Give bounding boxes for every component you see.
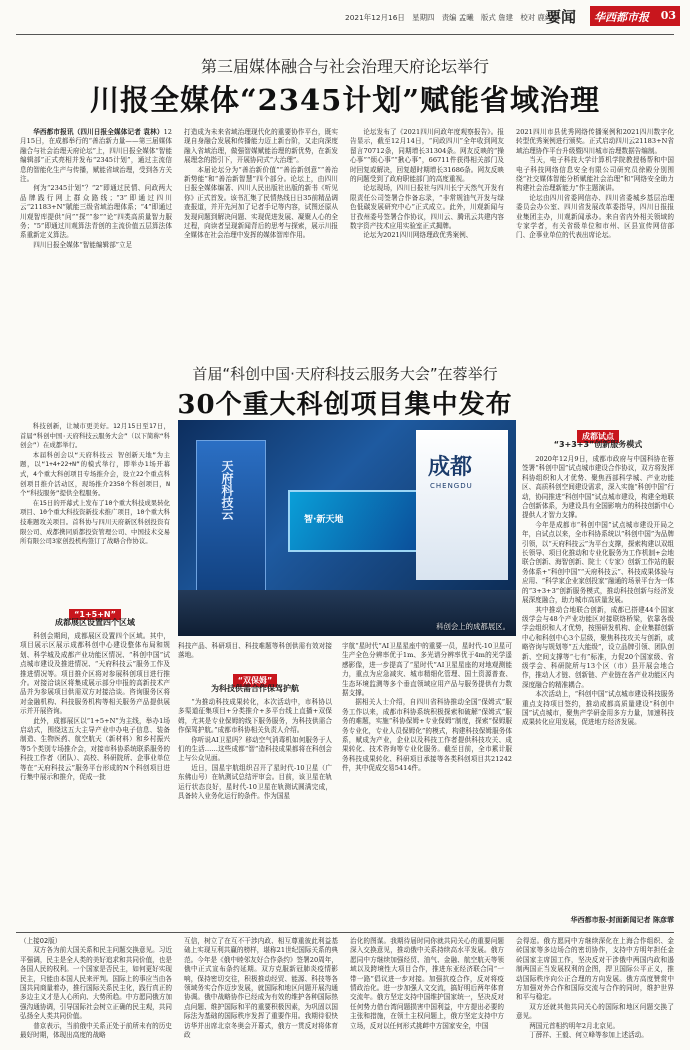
sec3-subhead: “3+3+3”创新服务模式 — [553, 440, 643, 449]
article2-headline: 30个重大科创项目集中发布 — [177, 390, 513, 420]
photo-booth-sign: 成都 — [428, 454, 473, 480]
exhibition-photo — [178, 420, 516, 636]
article1-lead-credit: 华西都市报讯（四川日报全媒体记者 袁林） — [33, 128, 164, 136]
sec3-byline: 华西都市报-封面新闻记者 陈彦霏 — [570, 916, 674, 924]
article3-continued: （上接02版） — [20, 937, 62, 945]
sec3-p1: 2020年12月9日，成都市政府与中国科协在蓉签署“科创中国”试点城市建设合作协议，双方将发挥科协组织和人才优势、聚焦西部科学城、产业功能区、高质科创空间建设需求，深入实施“科创中国”行动，协同推进“科创中国”试点城市建设，构建全地联合创新体系，为建设具有全国影响力的科技创新中心提供人才智力支撑。 — [522, 455, 674, 520]
article1-p1: 12月15日，在成都举行的“善治新力量——第三届媒体融合与社会治理天府论坛”上，四川日报全媒体“智能编辑部”正式亮相并发布“2345计划”，通过主流信息的智能化生产与传播，赋能省域治理，受到各方关注。 — [20, 128, 172, 184]
article2-col3-p2: 据相关人士介绍，自四川省科协推动全国“保姆式”服务工作以来，成都市科协系统积极探索和破解“保姆式”服务的难题，实施“科协保姆+专业保姆”制度，探索“保姆服务专业化，专业人员保姆化”的模式，构建科技保姆服务体系，赋成为产业，企业以及科技工作者提供科技攻关、成果转化、技术咨询等专业化服务。截至目前，全市累计服务科技成果转化、科研项目承接等各类科创项目共21242件，其中促成交易5414件。 — [342, 698, 512, 773]
article1-p9: 2021四川市县优秀网络传播案例和2021四川数字化转型优秀案例进行颁奖。正式启动四川云21183+N省域治理协作平台升级暨四川城市治理数据告编制。 — [516, 128, 674, 155]
article1-p5: 本届论坛分为“善治新价值”“善治新创意”“善治新势能”和“善治新智慧”四个部分。论坛上，由四川日报全媒体编著、四川人民出版社出版的新书《听见你》正式首发。该书汇集了民情热线日日35前精品调查报道，并开先河加了记者手记等内容，试图还原从发现问题到解决问题、实现促进发展、凝聚人心的全过程，向读者呈现新闻背后的思考与探索，展示川报全媒体在社会治理中发挥的媒体智库作用。 — [184, 165, 338, 240]
article1-headline: 川报全媒体“2345计划”赋能省域治理 — [89, 83, 601, 117]
article1-col1 — [20, 128, 172, 356]
article1-col3 — [350, 128, 504, 356]
article3-col3 — [350, 937, 504, 1045]
sec3-body — [522, 455, 674, 913]
paper-name: 华西都市报 — [594, 11, 649, 24]
photo-screen-text: 智·新天地 — [304, 515, 344, 525]
sec3-p4: 本次活动上，“科创中国”试点城市建设科技服务重点支持项目签约，推动成都高质量建设“科创中国”试点城市，聚焦产学研金用多方力量，加速科技成果转化应用发展，促进地方经济发展。 — [522, 690, 674, 727]
article3-p6: 双方还就其他共同关心的国际和地区问题交换了意见。 — [516, 1002, 674, 1021]
article3-p1: 双方各为前大国关系和民主问题交换意见。习近平强调，民主是全人类的美好追求和共同价值，也是各国人民的权利。一个国家是否民主，如何更好实现民主，只能由本国人民来评判。国际上的事应当由各国共同商量着办，推行国际关系民主化，践行真正的多边主义才是人心所向、大势所趋。中方愿同俄方加强沟通协调，引导国际社会树立正确的民主观，共同弘扬全人类共同价值。 — [20, 946, 172, 1021]
article3-p4: 治化的图谋。我期待届时同你就共同关心的重要问题深入交换意见，推动俄中关系持续高水平发展。俄方愿同中方继续加强经贸、油气、金融、航空航天等领域以及跨境性大项目合作，推进东亚经济联合同“一带一路”倡议进一步对接。加强抗疫合作，反对将疫情政治化。进一步加强人文交流，搞好明后两年体育交流年。俄方坚定支持中国维护国家统一，坚决反对任何势力借台湾问题损害中国利益，中方提出必要的主张和措施，在领土主权问题上，俄方坚定支持中方立场，反对以任何形式挑衅中方国家安全，中国 — [350, 937, 504, 1030]
sec1-p1: 科创会期间，成都展区设置四个区域。其中，项目展示区展示成都科创中心建设整体布局和规划、科学城及成都产业功能区情况、“科创中国”试点城市建设及推进情况、“天府科技云”服务工作及推进情况等。项目推介区将对参展科创项目进行推介。对接洽谈区将集成展示部分申报的高新技术产品并为参展项目供需双方对接洽谈。咨询服务区将对金融机构、科技服务机构等相关服务产品提供展示并开展咨询。 — [20, 632, 170, 716]
article1-p7: 论坛现场，四川日报社与四川长宁天然气开发有限责任公司签署合作备忘录，“非常规油气开发与绿色低碳发展研究中心”正式成立。此外，川观新闻与甘孜州委号签署合作协议，四川云、腾讯云共建内容数字资产技术应用实验室正式揭牌。 — [350, 184, 504, 231]
photo-booth-sign-en: CHENGDU — [430, 482, 473, 490]
section-label: 要闻 — [546, 8, 577, 26]
section-divider — [16, 932, 674, 933]
sec2-tag: “双保姆” — [233, 674, 278, 687]
article1-p4: 打造成为未来省域治理现代化的重要协作平台，既实现自身融合发展和传播能力迈上新台阶，又走向深度融入省域治理，做强智媒赋能治理的新优势，在新发展理念的指引下，开展协同式“大治理”。 — [184, 128, 338, 165]
article2-lead-p3: 在15日的开幕式上发布了10个重大科技成果转化项目、10个重大科技资新技术推广项目，10个重大科技难题攻关项目。首科协与四川天府新区科创投资有限公司、成都携同质都投资管理公司、中国技术交易所有限公司3家创投机构签订了战略合作协议。 — [20, 498, 170, 546]
sec1-subhead: 成都展区设置四个区域 — [55, 618, 135, 627]
article1-p10: 当天，电子科技大学计算机学院教授杨帮和中国电子科技网络信息安全有限公司研究员徐殿分别围绕“社交媒体智能分析赋能社会治理”和“网络安全助力构建社会治理新能力”作主题演讲。 — [516, 156, 674, 193]
sec2-p3: 近日，国星宇航组织召开了星时代-10卫星（广东佛山号）在轨测试总结评审会。目前，该卫星在轨运行状态良好，星时代-10卫星在轨测试圆满完成，具备转入业务化运行的条件。作为国星 — [178, 763, 332, 801]
article1-p11: 论坛由四川省委网信办、四川省委城乡基层治理委员会办公室、四川省发展改革委指导，四川日报报业集团主办，川观新闻承办。来自省内外相关领域的专家学者，有关省级单位和市州、区县宣传网信部门、企事业单位的代表出席论坛。 — [516, 193, 674, 240]
article3-p5: 会得逞。俄方愿同中方继续深化在上海合作组织、金砖国家等多边场合的密切协作，支持中方明年担任金砖国家主席国工作，坚决反对干涉俄中两国内政和遏制两国正当发展权利的企图，捍卫国际公平正义，推动国际秩序向公正合理的方向发展。俄方高度赞赏中方加强对外合作和国际交流与合作的同时，维护世界和平与稳定。 — [516, 937, 674, 1002]
sec2-intro: 科技产品、科研项目、科技难题等科创供需有效对接落地。 — [178, 642, 332, 660]
article2-lead-p2: 本届科创会以“天府科技云 智创新天地”为主题，以“1+4+22+N”的模式举行，即举办1场开幕式，4个重大科创项目专场推介会，设立22个重点科创项目推介活动区，现场推介2350个科创项目，N个“科技服务”提供全程服务。 — [20, 450, 170, 498]
article2-lead-col — [20, 422, 170, 592]
paper-name-logo — [590, 6, 680, 26]
article3-p7: 两国元首相约明年2月北京见。 — [529, 1021, 620, 1030]
masthead-rule — [16, 34, 674, 35]
sec1-tag: “1+5+N” — [69, 609, 121, 620]
article1-p2: 何为“2345计划”？“2”即通过民情、问政两大品牌践行网上群众路线；“3”即通过四川云“21183+N”賦能三级省域治理体系；“4”即通过川观智库提供“问”“探”“参”“论”四类高质量智力服务；“5”即通过川观算法青创的主流价值五层算法体系重新定义算法。 — [20, 184, 172, 240]
article3-p3: 互信，树立了在互不干涉内政、相互尊重彼此利益基础上实现互利共赢的榜样，堪称21世纪国际关系的典范。今年是《俄中睦邻友好合作条约》签署20周年，俄中正式宣布条约延期。双方克服新冠肺炎疫情影响，保持密切交往，积极推动经贸、能源、科技等各领域务实合作迈步发展，就国际和地区问题开展沟通协调。俄中战略协作已经成为有效的维护各种国际热点问题、维护国际和平的重要积极因素，为巩固以国际法为基础的国际秩序发挥了重要作用。我期待很快访华并出席北京冬奥会开幕式，俄方一贯反对将体育政 — [184, 937, 338, 1040]
sec3-p3: 其中推动合地联合创新，成都已搭建44个国家级学会与48个产业功能区对接联络桥梁，依靠各级学会组织和人才优势，按照研发机构、企业集群创新中心和科创中心3个层级，聚焦科技攻关与创新，或略咨询与规划等“五大能级”，设立品牌引领、团队创新、空间支撑等“七有”标准，力促20个国家级、省级学会、科研院所与13个区（市）县开展会地合作，推动人才链、创新链、产业链在各产业功能区内深度融合的精准耦合。 — [522, 605, 674, 689]
article3-p8: 丁薛祥、王毅、何立峰等参加上述活动。 — [529, 1031, 648, 1040]
article1-p6: 论坛发布了《2021四川问政年度观察报告》。报告显示，截至12月14日，“问政四川”全年收到网友留言70712条，同期增长31304条。网友反映的“操心事”“烦心事”“揪心事”，66711件获得相关部门及时回复或解决，回复超时期增长31686条。网友反映的问题受到了政府职能部门的高度重视。 — [350, 128, 504, 184]
article3-p2: 普京表示，当前俄中关系正处于前所未有的历史最好时期，体现出高度的战略 — [20, 1021, 172, 1040]
article2-kicker: 首届“科创中国·天府科技云服务大会”在蓉举行 — [192, 365, 498, 383]
masthead-date-line: 2021年12月16日 星期四 责编 孟曦 版式 詹建 校对 鹿红霞 — [345, 13, 560, 22]
masthead — [0, 0, 690, 36]
article2-col3-p1: 宇航“星时代”AI卫星星座中的重要一员，星时代-10卫星可生产全色分辨率优于1m、多光谱分辨率优于4m的光学遥感影像，进一步提高了“星时代”AI卫星星座的对地观测能力，重点为应急减灾、城市精细化管理、国土资源普查、生态环境监测等多个垂直领域应用产品与服务提供有力数据支撑。 — [342, 642, 512, 698]
article2-lead-p1: 科技创新，让城市更美好。12月15日至17日，首届“科创中国·天府科技云服务大会”（以下简称“科创会”）在成都举行。 — [20, 422, 170, 450]
sec2-p2: 你听说AI卫星吗？移动空气消毒机如何服务于人们的生活……这些成都“智”造科技成果都将在科创会上与公众见面。 — [178, 735, 332, 763]
article1-kicker: 第三届媒体融合与社会治理天府论坛举行 — [200, 57, 489, 76]
photo-left-pillar-text: 天府科技云 — [220, 460, 234, 520]
article3-col1 — [20, 937, 172, 1045]
article1-col2 — [184, 128, 338, 356]
article1-col4 — [516, 128, 674, 356]
article2-col3 — [342, 642, 512, 928]
article1-p3: 四川日报全媒体“智能编辑部”立足 — [33, 240, 133, 249]
sec2-subhead: 为科技供需合作保驾护航 — [211, 684, 299, 693]
photo-caption: 科创会上的成都展区。 — [436, 622, 510, 631]
sec3-p2: 今年是成都市“科创中国”试点城市建设开局之年，自试点以来，全市科协系统以“科创中国”为品牌引领，以“天府科技云”为平台支撑，探索构建以双组长领导、项目化推动和专业化服务为工作机制+会地联合创新、海智创新、院士（专家）创新工作站的服务体系+“科创中国”“天府科技云”、科技成果体验与应用、“科学家企业家创投家”融通的场景平台为一体的“3+3+3”创新服务模式，推动科技创新与经济发展深度融合，助力城市高质量发展。 — [522, 520, 674, 605]
sec2-p1: “为推动科技成果转化，本次活动中，市科协以多渠道征集项目+分类推介+多平台线上直播+双保姆，尤其是专业保姆的线下服务服务，为科技供需合作保驾护航。”成都市科协相关负责人介绍。 — [178, 698, 332, 735]
article3-col2 — [184, 937, 338, 1045]
page-number: 03 — [660, 9, 676, 22]
sec1-body — [20, 632, 170, 928]
sec2-body — [178, 698, 332, 928]
article1-p8: 论坛为2021四川网络理政优秀案例、 — [363, 231, 473, 240]
article3-col4 — [516, 937, 674, 1045]
sec1-p2: 此外，成都展区以“1+5+N”为主线，举办1场启动式，围绕这五大主导产业申办电子信息、装备制造、生物医药、航空航天（新材料）和乡村振兴等5个类别专场推介会，对接市科协系统联系服务的科技工作者（团队）、高校、科研院所、企事业单位等在“天府科技云”服务平台形成的N个科创项目进行集中展示和推介，促成一批 — [20, 716, 170, 782]
sec3-tag: 成都试点 — [577, 430, 619, 443]
